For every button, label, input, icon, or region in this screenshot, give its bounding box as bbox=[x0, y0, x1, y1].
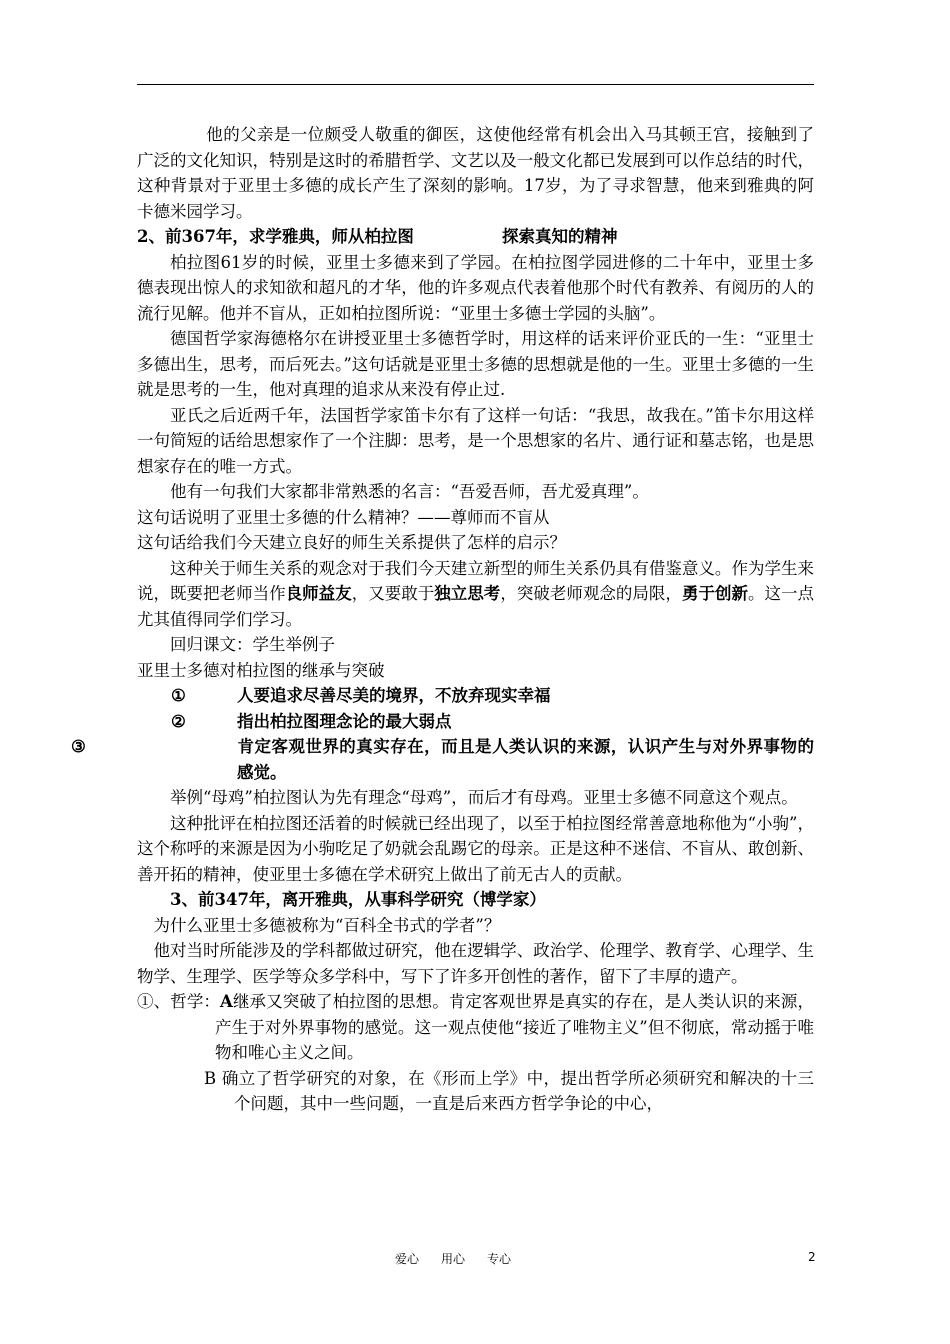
philosophy-item-b bbox=[137, 1066, 814, 1117]
paragraph-foal: 这种批评在柏拉图还活着的时候就已经出现了，以至于柏拉图经常善意地称他为“小驹”，这个称呼的来源是因为小驹吃足了奶就会乱踢它的母亲。正是这种不迷信、不盲从、敢创新、善开拓的精神，使亚里士多德在学术研究上做出了前无古人的贡献。 bbox=[137, 813, 814, 884]
emphasis-good-teacher: 良师益友 bbox=[285, 584, 352, 603]
footer-motto-2: 用心 bbox=[441, 1252, 466, 1266]
philosophy-label: ①、哲学： bbox=[137, 992, 221, 1011]
emphasis-innovation: 勇于创新 bbox=[681, 584, 749, 603]
list-item-text: 指出柏拉图理念论的最大弱点 bbox=[237, 711, 452, 731]
list-number: ③ bbox=[71, 737, 86, 756]
paragraph-quote: 他有一句我们大家都非常熟悉的名言：“吾爱吾师，吾尤爱真理”。 bbox=[170, 482, 649, 501]
question-inspiration: 这句话给我们今天建立良好的师生关系提供了怎样的启示？ bbox=[137, 533, 566, 552]
paragraph-descartes: 亚氏之后近两千年，法国哲学家笛卡尔有了这样一句话：“我思，故我在。”笛卡尔用这样一句简短的话给思想家作了一个注脚：思考，是一个思想家的名片、通行证和墓志铭，也是思想家存在的唯一方式。 bbox=[137, 405, 814, 476]
document-body bbox=[71, 122, 815, 1117]
paragraph-teacher-student bbox=[137, 556, 814, 633]
philosophy-b-text: 确立了哲学研究的对象，在《形而上学》中，提出哲学所必须研究和解决的十三个问题，其中一些问题，一直是后来西方哲学争论的中心， bbox=[221, 1068, 815, 1113]
list-item-1 bbox=[137, 683, 814, 709]
paragraph-heidegger: 德国哲学家海德格尔在讲授亚里士多德哲学时，用这样的话来评价亚氏的一生：“亚里士多德出生，思考，而后死去。”这句话就是亚里士多德的思想就是他的一生。亚里士多德的一生就是思考的一生，他对真理的追求从来没有停止过. bbox=[137, 329, 814, 399]
text-run: 这种关于师生关系的观念对于我们今天建立新型的师生关系仍具有借鉴意义。作为学生来说，既要把老师当作 bbox=[137, 558, 814, 603]
item-marker-b: B bbox=[204, 1068, 217, 1088]
list-item-text: 人要追求尽善尽美的境界，不放弃现实幸福 bbox=[237, 686, 551, 705]
paragraph-research: 他对当时所能涉及的学科都做过研究，他在逻辑学、政治学、伦理学、教育学、心理学、生物学、生理学、医学等众多学科中，写下了许多开创性的著作，留下了丰厚的遗产。 bbox=[137, 941, 814, 986]
section-heading-2 bbox=[137, 224, 814, 250]
list-item-2 bbox=[137, 709, 814, 735]
list-number: ① bbox=[171, 686, 186, 705]
emphasis-independent-thinking: 独立思考 bbox=[434, 584, 501, 603]
footer-motto-3: 专心 bbox=[487, 1252, 512, 1266]
footer-motto-1: 爱心 bbox=[395, 1252, 420, 1266]
paragraph-hen-example: 举例“母鸡”柏拉图认为先有理念“母鸡”，而后才有母鸡。亚里士多德不同意这个观点。 bbox=[170, 788, 798, 807]
header-rule bbox=[137, 84, 814, 85]
section-heading-2-title: 2、前367年，求学雅典，师从柏拉图 bbox=[137, 227, 414, 246]
paragraph-return-text: 回归课文：学生举例子 bbox=[170, 635, 335, 654]
text-run: ，突破老师观念的局限， bbox=[500, 584, 682, 603]
paragraph-academy: 柏拉图61岁的时候，亚里士多德来到了学园。在柏拉图学园进修的二十年中，亚里士多德表现出惊人的求知欲和超凡的才华，他的许多观点代表着他那个时代有教养、有阅历的人的流行见解。他并不盲从，正如柏拉图所说：“亚里士多德士学园的头脑”。 bbox=[137, 252, 814, 323]
question-encyclopedic: 为什么亚里士多德被称为“百科全书式的学者”？ bbox=[153, 915, 501, 935]
list-item-3 bbox=[71, 734, 814, 785]
question-spirit: 这句话说明了亚里士多德的什么精神？——尊师而不盲从 bbox=[137, 507, 550, 527]
paragraph-father: 他的父亲是一位颇受人敬重的御医，这使他经常有机会出入马其顿王宫，接触到了广泛的文化知识，特别是这时的希腊哲学、文艺以及一般文化都已发展到可以作总结的时代，这种背景对于亚里士多德的成长产生了深刻的影响。17岁，为了寻求智慧，他来到雅典的阿卡德米园学习。 bbox=[137, 125, 814, 221]
page-number: 2 bbox=[808, 1250, 816, 1264]
section-heading-3: 3、前347年，离开雅典，从事科学研究（博学家） bbox=[170, 890, 546, 909]
text-run: ，又要敢于 bbox=[351, 584, 435, 603]
section-heading-2-subtitle: 探索真知的精神 bbox=[501, 227, 618, 246]
footer-motto bbox=[395, 1250, 533, 1267]
list-item-text: 肯定客观世界的真实存在，而且是人类认识的来源，认识产生与对外界事物的感觉。 bbox=[237, 737, 814, 782]
paragraph-inheritance: 亚里士多德对柏拉图的继承与突破 bbox=[137, 660, 385, 680]
item-marker-a: A bbox=[220, 992, 233, 1011]
philosophy-a-text: 继承又突破了柏拉图的思想。肯定客观世界是真实的存在，是人类认识的来源，产生于对外界事物的感觉。这一观点使他“接近了唯物主义”但不彻底，常动摇于唯物和唯心主义之间。 bbox=[215, 992, 815, 1062]
philosophy-item-a bbox=[137, 989, 814, 1066]
text-run: 。这一点尤其值得同学们学习。 bbox=[137, 584, 815, 629]
list-number: ② bbox=[171, 711, 186, 731]
